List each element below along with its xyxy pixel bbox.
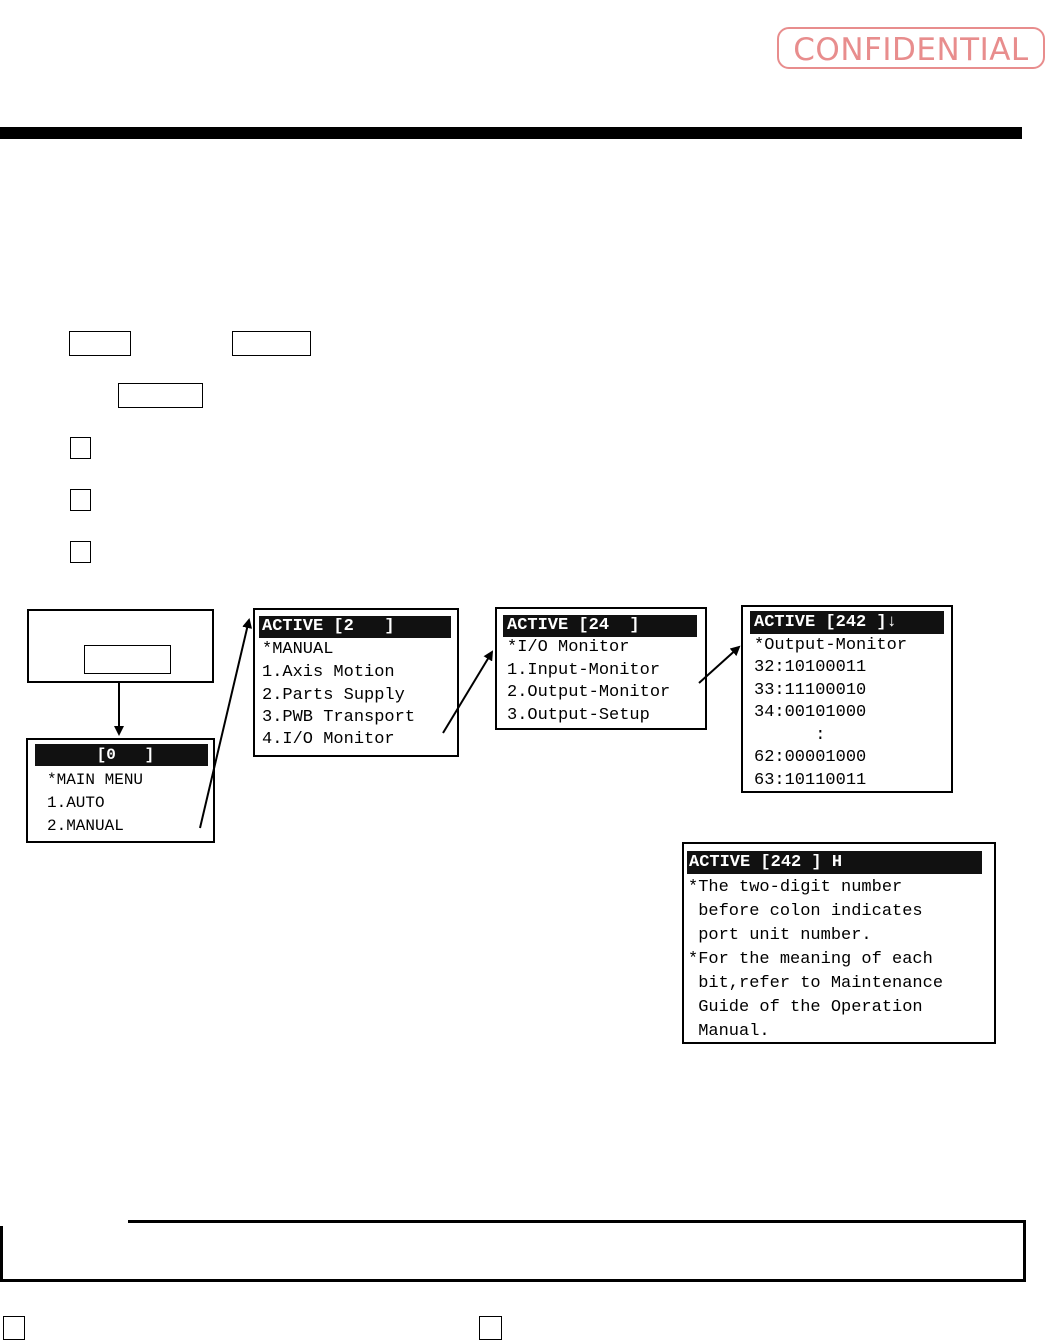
output-monitor-panel [741, 605, 953, 793]
help-line: bit,refer to Maintenance [688, 974, 944, 993]
output-monitor-line: 34:00101000 [754, 703, 867, 722]
manual-line: 1.Axis Motion [262, 663, 395, 682]
output-monitor-header: ACTIVE [242 ]↓ [750, 611, 944, 634]
output-monitor-line: : [754, 726, 826, 745]
main-menu-line: 1.AUTO [47, 794, 105, 812]
key-box-3 [118, 383, 203, 408]
help-line: *The two-digit number [688, 878, 903, 897]
manual-line: 4.I/O Monitor [262, 730, 395, 749]
io-monitor-panel [495, 607, 707, 730]
bottom-box-left [3, 1316, 25, 1340]
manual-line: 3.PWB Transport [262, 708, 416, 727]
start-key-box [84, 645, 171, 674]
manual-line: 2.Parts Supply [262, 686, 405, 705]
help-header: ACTIVE [242 ] H [687, 851, 982, 874]
help-panel [682, 842, 996, 1044]
main-menu-line: 2.MANUAL [47, 817, 124, 835]
output-monitor-line: 33:11100010 [754, 681, 867, 700]
io-monitor-line: *I/O Monitor [507, 638, 630, 657]
help-line: *For the meaning of each [688, 950, 933, 969]
output-monitor-line: *Output-Monitor [754, 636, 908, 655]
main-menu-panel [26, 738, 215, 843]
main-menu-header: [0 ] [35, 744, 208, 766]
step-box-3 [70, 541, 91, 563]
output-monitor-line: 62:00001000 [754, 748, 867, 767]
key-box-1 [69, 331, 131, 356]
confidential-stamp: CONFIDENTIAL [777, 27, 1045, 69]
help-line: before colon indicates [688, 902, 923, 921]
note-box-tab [0, 1218, 128, 1226]
manual-header: ACTIVE [2 ] [259, 616, 451, 638]
manual-panel [253, 608, 459, 757]
output-monitor-line: 32:10100011 [754, 658, 867, 677]
io-monitor-line: 1.Input-Monitor [507, 661, 661, 680]
step-box-2 [70, 489, 91, 511]
help-line: Guide of the Operation [688, 998, 923, 1017]
start-box [27, 609, 214, 683]
header-rule [0, 127, 1022, 139]
help-line: Manual. [688, 1022, 770, 1041]
manual-line: *MANUAL [262, 640, 334, 659]
io-monitor-line: 2.Output-Monitor [507, 683, 671, 702]
bottom-box-right [479, 1316, 502, 1340]
step-box-1 [70, 437, 91, 459]
note-box [0, 1220, 1026, 1282]
io-monitor-line: 3.Output-Setup [507, 706, 650, 725]
help-line: port unit number. [688, 926, 872, 945]
io-monitor-header: ACTIVE [24 ] [503, 615, 697, 637]
key-box-2 [232, 331, 311, 356]
main-menu-line: *MAIN MENU [47, 771, 144, 789]
output-monitor-line: 63:10110011 [754, 771, 867, 790]
